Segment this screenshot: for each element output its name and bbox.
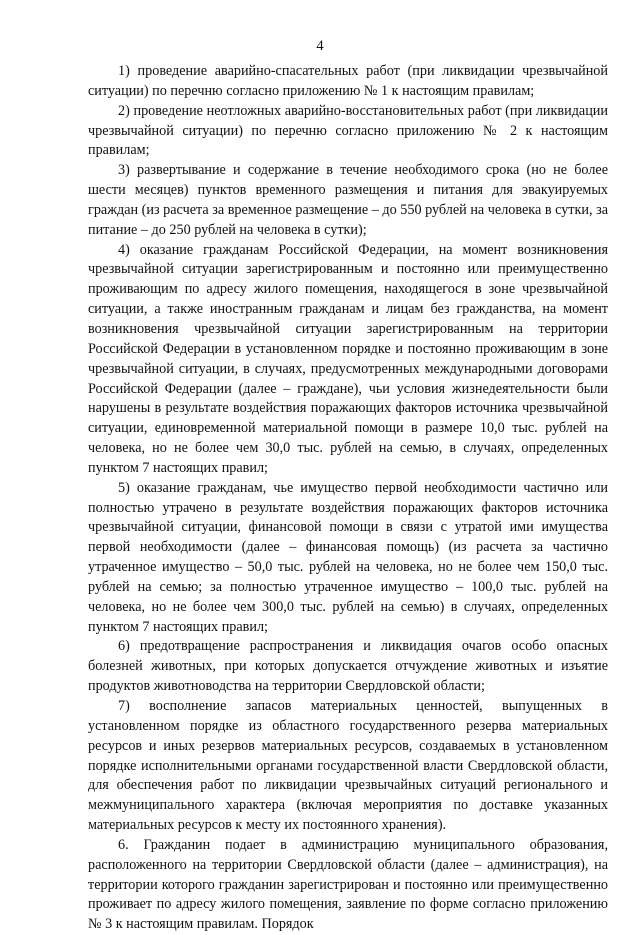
paragraph-item-6: 6) предотвращение распространения и ликвидация очагов особо опасных болезней животных, при которых допускается отчуждение животных и изъятие продуктов животноводства на территории Свердловской области;	[88, 638, 608, 695]
paragraph-item-2: 2) проведение неотложных аварийно-восстановительных работ (при ликвидации чрезвычайной ситуации) по перечню согласно приложению № 2 к настоящим правилам;	[88, 102, 608, 159]
page-number: 4	[316, 38, 324, 54]
paragraph-item-4: 4) оказание гражданам Российской Федерации, на момент возникновения чрезвычайной ситуации зарегистрированным и постоянно или преимущественно проживающим по адресу жилого помещения, находящегося в зоне чрезвычайной ситуации, а также иностранным гражданам и лицам без гражданства, на момент возникновения чрезвычайной ситуации зарегистрированным на территории Российской Федерации в установленном порядке и постоянно проживающим в зоне чрезвычайной ситуации, в случаях, предусмотренных международными договорами Российской Федерации (далее – граждане), чьи условия жизнедеятельности были нарушены в результате воздействия поражающих факторов источника чрезвычайной ситуации, единовременной материальной помощи в размере 10,0 тыс. рублей на человека, но не более чем 30,0 тыс. рублей на семью, в случаях, определенных пунктом 7 настоящих правил;	[88, 241, 608, 476]
paragraph-item-5: 5) оказание гражданам, чье имущество первой необходимости частично или полностью утрачено в результате воздействия поражающих факторов источника чрезвычайной ситуации, финансовой помощи в связи с утратой ими имущества первой необходимости (далее – финансовая помощь) (из расчета за частично утраченное имущество – 50,0 тыс. рублей на человека, но не более чем 150,0 тыс. рублей на семью; за полностью утраченное имущество – 100,0 тыс. рублей на человека, но не более чем 300,0 тыс. рублей на семью) в случаях, определенных пунктом 7 настоящих правил;	[88, 479, 608, 635]
paragraph-section-6: 6. Гражданин подает в администрацию муниципального образования, расположенного на территории Свердловской области (далее – администрация), на территории которого гражданин зарегистрирован и постоянно или преимущественно проживает по адресу жилого помещения, заявление по форме согласно приложению № 3 к настоящим правилам. Порядок	[88, 836, 608, 933]
paragraph-item-1: 1) проведение аварийно-спасательных работ (при ликвидации чрезвычайной ситуации) по перечню согласно приложению № 1 к настоящим правилам;	[88, 63, 608, 99]
paragraph-item-7: 7) восполнение запасов материальных ценностей, выпущенных в установленном порядке из областного государственного резерва материальных ресурсов и иных резервов материальных ресурсов, создаваемых в установленном порядке исполнительными органами государственной власти Свердловской области, для обеспечения работ по ликвидации чрезвычайных ситуаций регионального и межмуниципального характера (включая мероприятия по доставке указанных материальных ресурсов к месту их постоянного хранения).	[88, 698, 608, 834]
paragraph-item-3: 3) развертывание и содержание в течение необходимого срока (но не более шести месяцев) пунктов временного размещения и питания для эвакуируемых граждан (из расчета за временное размещение – до 550 рублей на человека в сутки, за питание – до 250 рублей на человека в сутки);	[88, 162, 608, 238]
document-body	[88, 62, 608, 935]
